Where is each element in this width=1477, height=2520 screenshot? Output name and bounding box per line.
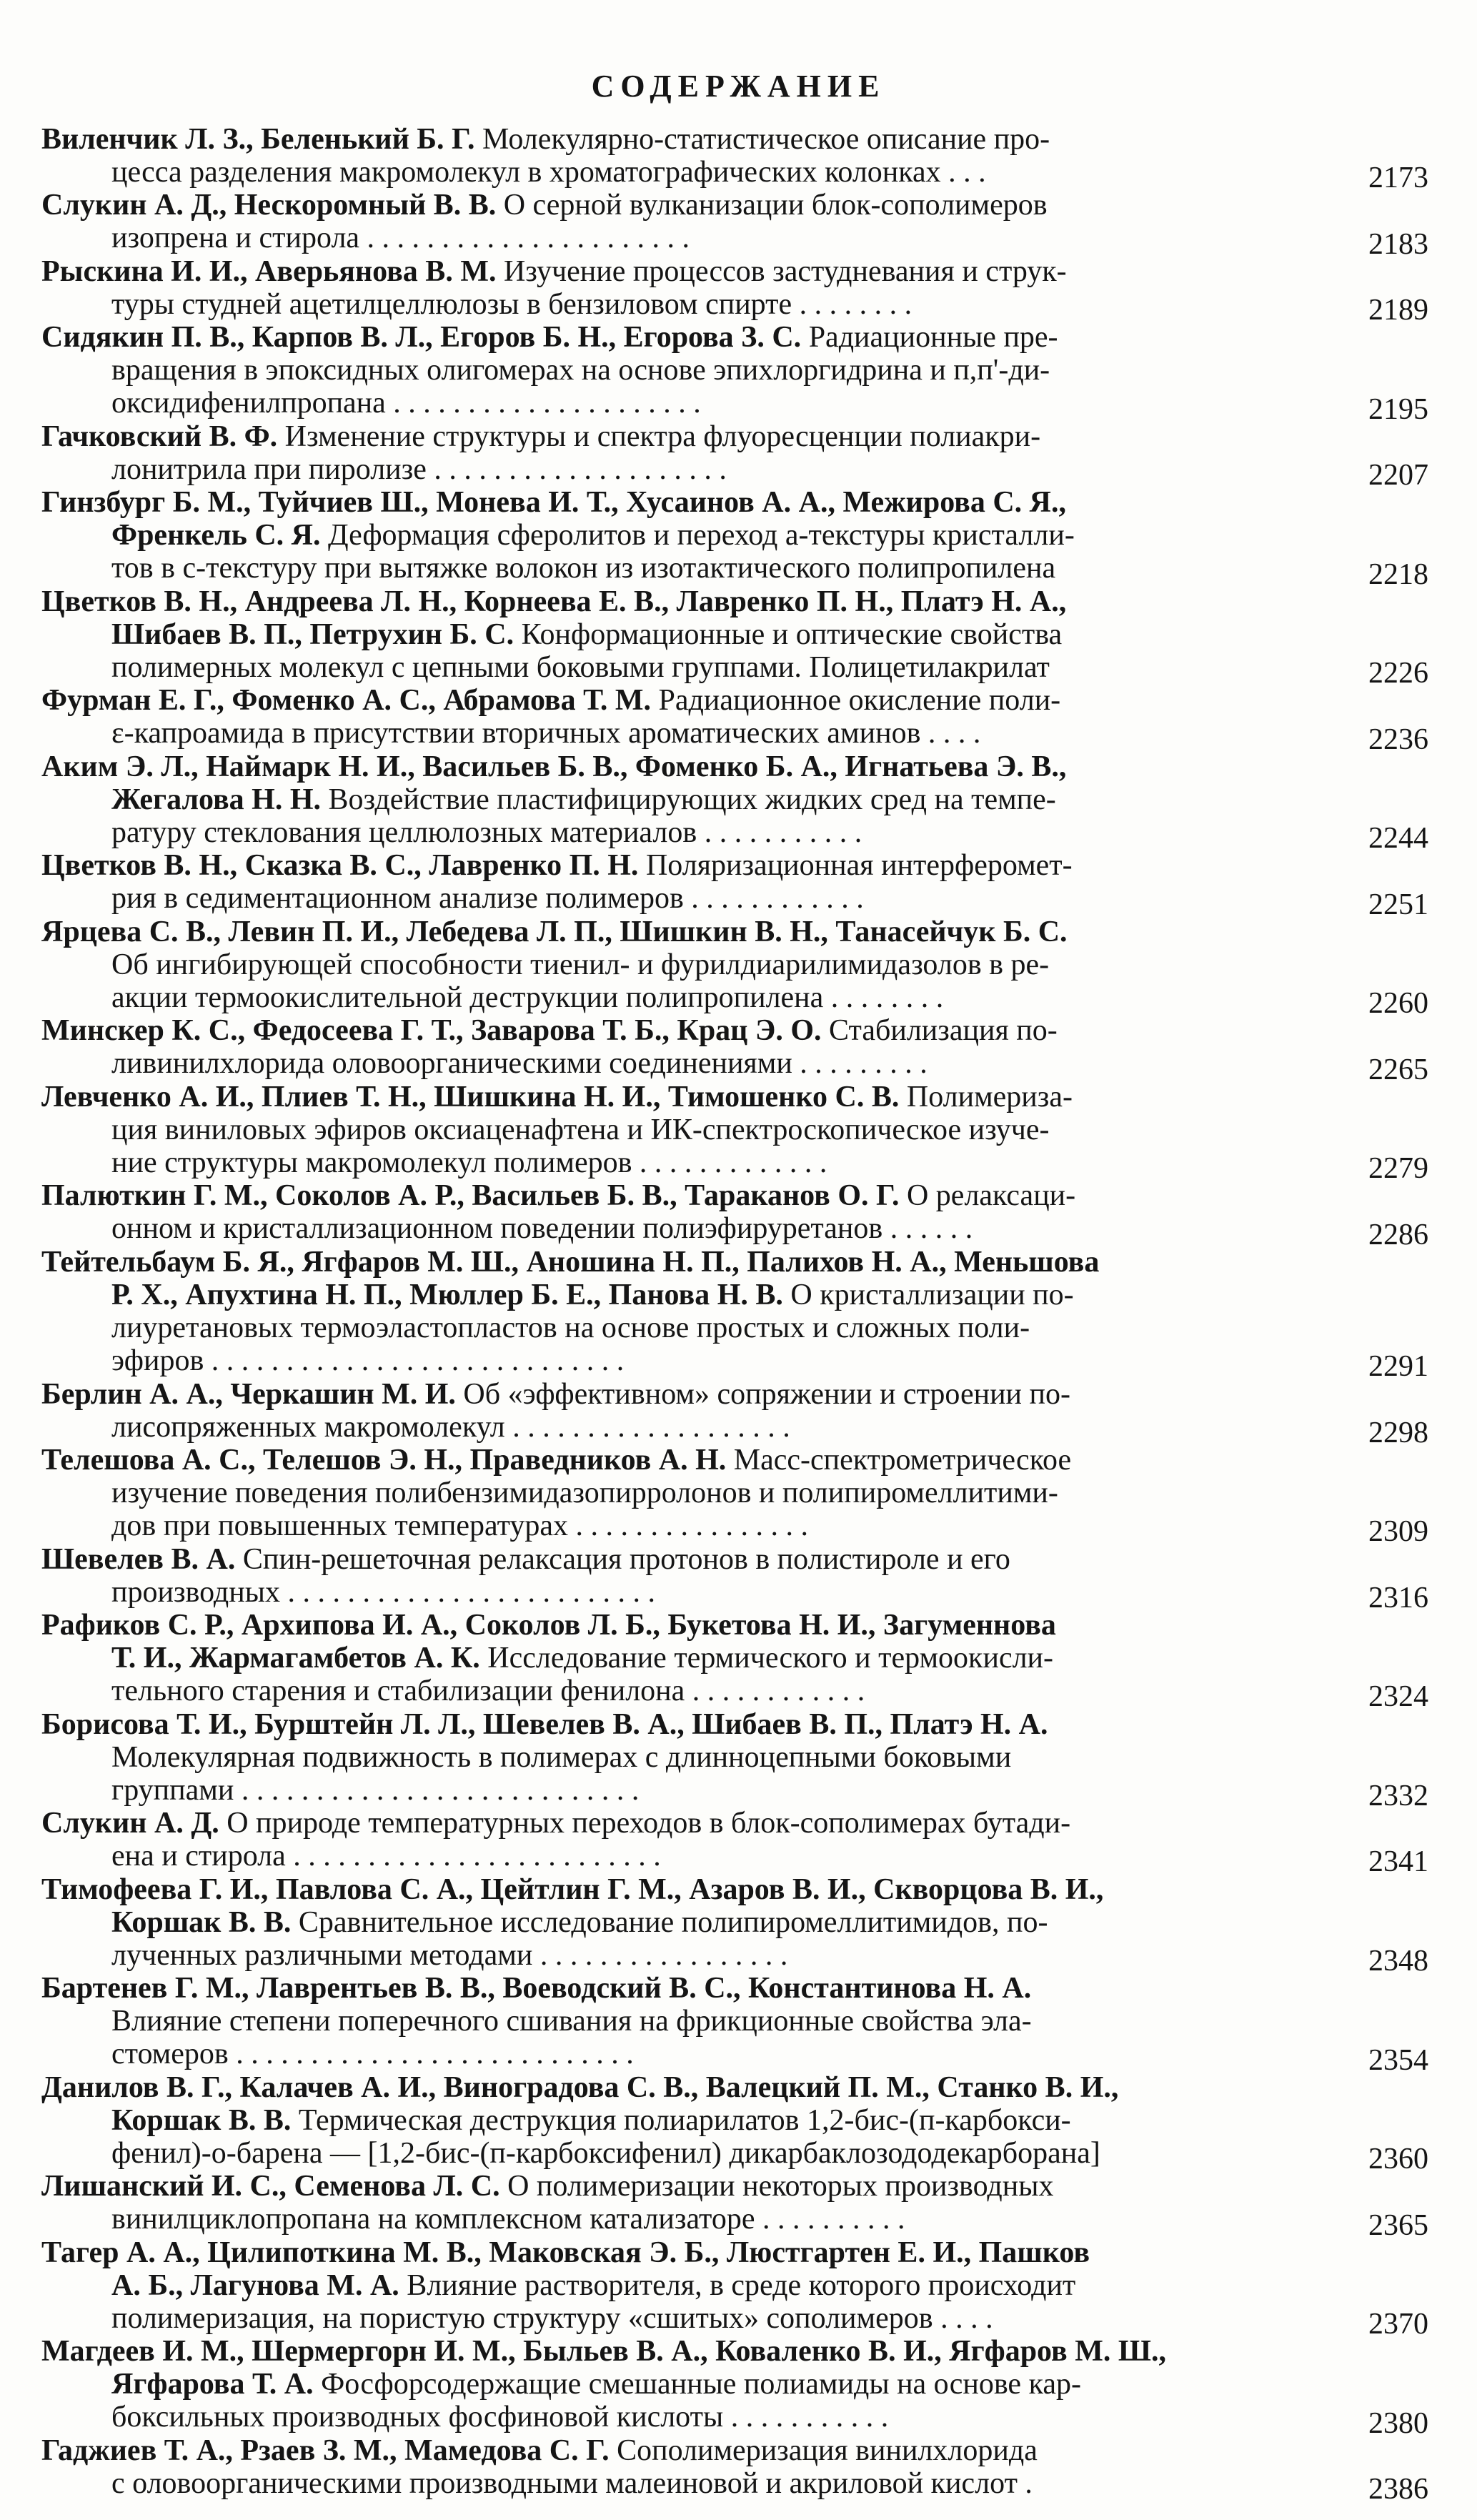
toc-entry-line [41, 2434, 1342, 2467]
toc-title-text: ние структуры макромолекул полимеров . . . . . . . . . . . . . [111, 1146, 827, 1179]
toc-entry [41, 1708, 1342, 1807]
toc-entry-line [41, 1444, 1342, 1477]
toc-entry-line [41, 1146, 1342, 1179]
toc-title-text: акции термоокислительной деструкции полипропилена . . . . . . . . [111, 981, 944, 1014]
toc-page-number: 2341 [1368, 1845, 1428, 1879]
toc-page-number: 2380 [1368, 2406, 1428, 2440]
toc-entry-line [41, 2236, 1342, 2269]
toc-entry-line [41, 948, 1342, 981]
toc-entry [41, 255, 1342, 321]
toc-authors: Фурман Е. Г., Фоменко А. С., Абрамова Т. М. [41, 684, 652, 718]
toc-title-text: Изучение процессов застудневания и струк- [496, 254, 1067, 288]
toc-entry-line [41, 1179, 1342, 1212]
toc-entry-line [41, 255, 1342, 288]
toc-entry [41, 1378, 1342, 1444]
toc-page-number: 2324 [1368, 1680, 1428, 1714]
toc-entry-line [41, 1113, 1342, 1146]
toc-title-text: оксидифенилпропана . . . . . . . . . . . . . . . . . . . . . [111, 387, 701, 420]
toc-authors: Френкель С. Я. [111, 519, 321, 552]
toc-page-number: 2360 [1368, 2143, 1428, 2176]
toc-entry-line [41, 453, 1342, 486]
toc-entry-line [41, 519, 1342, 552]
toc-title-text: Молекулярно-статистическое описание про- [474, 123, 1050, 156]
toc-entry-line [41, 1840, 1342, 1872]
toc-page-number: 2354 [1368, 2043, 1428, 2077]
toc-entry [41, 916, 1342, 1014]
toc-entry [41, 849, 1342, 915]
toc-entry-line [41, 288, 1342, 321]
toc-page-number: 2286 [1368, 1218, 1428, 1251]
toc-entry [41, 1081, 1342, 1179]
toc-page-number: 2279 [1368, 1152, 1428, 1186]
toc-authors: Телешова А. С., Телешов Э. Н., Праведников А. Н. [41, 1444, 727, 1477]
toc-title-text: Стабилизация по- [821, 1014, 1058, 1048]
toc-authors: Слукин А. Д., Нескоромный В. В. [41, 189, 497, 222]
toc-entry-line [41, 156, 1342, 189]
toc-title-text: стомеров . . . . . . . . . . . . . . . . . . . . . . . . . . . [111, 2038, 634, 2071]
toc-page-number: 2173 [1368, 162, 1428, 195]
toc-entry-line [41, 1279, 1342, 1311]
toc-entry [41, 2335, 1342, 2434]
toc-title-text: изопрена и стирола . . . . . . . . . . . . . . . . . . . . . . [111, 222, 690, 255]
toc-title-text: Исследование термического и термоокисли- [479, 1642, 1054, 1675]
toc-entry-line [41, 321, 1342, 354]
toc-entry-line [41, 1081, 1342, 1113]
toc-authors: Сидякин П. В., Карпов В. Л., Егоров Б. Н., Егорова З. С. [41, 321, 802, 354]
toc-entry-line [41, 1576, 1342, 1609]
toc-entry-line [41, 189, 1342, 222]
toc-entry-line [41, 882, 1342, 915]
toc-page-number: 2386 [1368, 2473, 1428, 2506]
toc-authors: Ярцева С. В., Левин П. И., Лебедева Л. П., Шишкин В. Н., Танасейчук Б. С. [41, 915, 1068, 948]
toc-entry-line [41, 1939, 1342, 1972]
toc-title-text: Радиационные пре- [801, 321, 1058, 354]
toc-title-text: цесса разделения макромолекул в хроматографических колонках . . . [111, 156, 986, 189]
toc-authors: Виленчик Л. З., Беленький Б. Г. [41, 123, 475, 156]
toc-page-number: 2265 [1368, 1053, 1428, 1086]
toc-title-text: ена и стирола . . . . . . . . . . . . . . . . . . . . . . . . . [111, 1840, 661, 1873]
toc-title-text: фенил)-о-барена — [1,2-бис-(п-карбоксифенил) дикарбаклозододекарборана] [111, 2136, 1100, 2170]
toc-title-text: рия в седиментационном анализе полимеров . . . . . . . . . . . . [111, 882, 864, 916]
toc-entry [41, 1609, 1342, 1707]
toc-entry-line [41, 1972, 1342, 2005]
toc-title-text: О полимеризации некоторых производных [499, 2170, 1054, 2203]
toc-entry-line [41, 2071, 1342, 2104]
toc-authors: Рафиков С. Р., Архипова И. А., Соколов Л. Б., Букетова Н. И., Загуменнова [41, 1609, 1056, 1642]
toc-title-text: Молекулярная подвижность в полимерах с длинноцепными боковыми [111, 1740, 1012, 1774]
toc-entry-line [41, 1774, 1342, 1807]
toc-authors: Коршак В. В. [111, 1905, 292, 1939]
toc-page-number: 2348 [1368, 1945, 1428, 1978]
toc-entry-line [41, 1344, 1342, 1377]
toc-entry-line [41, 2137, 1342, 2170]
toc-entry-line [41, 849, 1342, 882]
toc-entry-line [41, 2005, 1342, 2038]
toc-title-text: Воздействие пластифицирующих жидких сред на темпе- [321, 783, 1056, 816]
toc-entry-line [41, 222, 1342, 254]
toc-authors: Тагер А. А., Цилипоткина М. В., Маковская Э. Б., Люстгартен Е. И., Пашков [41, 2236, 1090, 2269]
toc-entry-line [41, 816, 1342, 849]
toc-authors: Коршак В. В. [111, 2103, 292, 2137]
toc-title-text: Поляризационная интерферомет- [638, 849, 1073, 883]
toc-entry [41, 1246, 1342, 1377]
toc-entry-line [41, 2302, 1342, 2335]
toc-entry [41, 189, 1342, 254]
toc-entry-line [41, 916, 1342, 948]
toc-page-number: 2218 [1368, 557, 1428, 591]
toc-entry-line [41, 783, 1342, 816]
toc-title-text: тов в с-текстуру при вытяжке волокон из изотактического полипропилена [111, 552, 1056, 585]
toc-entry-line [41, 1609, 1342, 1642]
toc-entry-line [41, 123, 1342, 156]
toc-page-number: 2332 [1368, 1780, 1428, 1812]
toc-title-text: Спин-решеточная релаксация протонов в полистироле и его [235, 1542, 1010, 1576]
toc-title-text: Масс-спектрометрическое [726, 1444, 1072, 1477]
toc-authors: Ягфарова Т. А. [111, 2368, 314, 2401]
toc-title-text: вращения в эпоксидных олигомерах на основе эпихлоргидрина и п,п'-ди- [111, 354, 1050, 387]
toc-entry-line [41, 1906, 1342, 1939]
toc-authors: Жегалова Н. Н. [111, 783, 322, 816]
toc-title-text: лученных различными методами . . . . . . . . . . . . . . . . . [111, 1938, 788, 1972]
toc-authors: Рыскина И. И., Аверьянова В. М. [41, 254, 497, 288]
toc-authors: Бартенев Г. М., Лаврентьев В. В., Воеводский В. С., Константинова Н. А. [41, 1972, 1032, 2005]
toc-page-number: 2244 [1368, 822, 1428, 855]
toc-entry-line [41, 2269, 1342, 2302]
toc-entry-line [41, 486, 1342, 519]
toc-title-text: Деформация сферолитов и переход а-текстуры кристалли- [320, 519, 1075, 552]
toc-entry-line [41, 981, 1342, 1014]
toc-entry-line [41, 354, 1342, 387]
toc-title-text: Влияние растворителя, в среде которого происходит [399, 2268, 1076, 2302]
toc-page-number: 2291 [1368, 1350, 1428, 1384]
toc-entry-line [41, 1873, 1342, 1906]
toc-title-text: Сравнительное исследование полипиромеллитимидов, по- [291, 1905, 1048, 1939]
toc-entry-line [41, 1246, 1342, 1279]
toc-authors: Данилов В. Г., Калачев А. И., Виноградова С. В., Валецкий П. М., Станко В. И., [41, 2070, 1119, 2104]
toc-title-text: изучение поведения полибензимидазопирролонов и полипиромеллитими- [111, 1477, 1058, 1509]
toc-page-number: 2365 [1368, 2208, 1428, 2242]
toc-entry-line [41, 2368, 1342, 2401]
toc-entry [41, 321, 1342, 420]
toc-entry [41, 684, 1342, 750]
toc-title-text: группами . . . . . . . . . . . . . . . . . . . . . . . . . . . [111, 1773, 640, 1807]
toc-entry [41, 1972, 1342, 2070]
toc-title-text: Об «эффективном» сопряжении и строении по- [455, 1377, 1070, 1411]
toc-entry-line [41, 1378, 1342, 1411]
toc-entry [41, 123, 1342, 189]
toc-entry [41, 2236, 1342, 2335]
toc-entry-line [41, 1509, 1342, 1542]
toc-page-number: 2226 [1368, 657, 1428, 690]
toc-entry-line [41, 684, 1342, 717]
toc-authors: Гинзбург Б. М., Туйчиев Ш., Монева И. Т., Хусаинов А. А., Межирова С. Я., [41, 486, 1067, 520]
toc-entry-line [41, 1807, 1342, 1840]
toc-entry [41, 750, 1342, 849]
toc-page-number: 2236 [1368, 723, 1428, 756]
toc-page-number: 2260 [1368, 987, 1428, 1021]
toc-authors: Борисова Т. И., Бурштейн Л. Л., Шевелев В. А., Шибаев В. П., Платэ Н. А. [41, 1707, 1048, 1741]
toc-authors: Лишанский И. С., Семенова Л. С. [41, 2170, 500, 2203]
toc-entry [41, 1444, 1342, 1542]
toc-title-text: винилциклопропана на комплексном катализаторе . . . . . . . . . . [111, 2203, 905, 2236]
toc-page-number: 2251 [1368, 888, 1428, 921]
toc-entry [41, 1807, 1342, 1872]
toc-entry-line [41, 2335, 1342, 2368]
toc-entry [41, 2170, 1342, 2236]
toc-entry-line [41, 387, 1342, 420]
toc-page-number: 2316 [1368, 1581, 1428, 1614]
page-title: СОДЕРЖАНИЕ [591, 69, 886, 104]
toc-title-text: Полимериза- [899, 1080, 1073, 1113]
toc-entry-line [41, 2401, 1342, 2434]
toc-entry-line [41, 651, 1342, 684]
toc-title-text: производных . . . . . . . . . . . . . . . . . . . . . . . . . [111, 1575, 655, 1609]
toc-page-number: 2370 [1368, 2308, 1428, 2341]
toc-title-text: Фосфорсодержащие смешанные полиамиды на основе кар- [313, 2368, 1081, 2401]
toc-entry [41, 1873, 1342, 1972]
toc-authors: Тимофеева Г. И., Павлова С. А., Цейтлин Г. М., Азаров В. И., Скворцова В. И., [41, 1872, 1104, 1906]
toc-authors: Палюткин Г. М., Соколов А. Р., Васильев Б. В., Тараканов О. Г. [41, 1179, 900, 1213]
toc-entry-line [41, 1212, 1342, 1245]
toc-title-text: Изменение структуры и спектра флуоресценции полиакри- [277, 420, 1041, 453]
toc-entry-line [41, 1708, 1342, 1741]
toc-page-number: 2183 [1368, 227, 1428, 261]
toc-authors: А. Б., Лагунова М. А. [111, 2268, 399, 2302]
toc-title-text: лонитрила при пиролизе . . . . . . . . . . . . . . . . . . . . [111, 452, 727, 486]
toc-entry-line [41, 618, 1342, 651]
toc-entry [41, 1543, 1342, 1609]
toc-entry-line [41, 585, 1342, 618]
toc-title-text: ε-капроамида в присутствии вторичных ароматических аминов . . . . [111, 717, 981, 750]
toc-title-text: Сополимеризация винилхлорида [609, 2434, 1038, 2467]
toc-title-text: О кристаллизации по- [782, 1278, 1074, 1311]
toc-entry-line [41, 2467, 1342, 2500]
toc-title-text: онном и кристаллизационном поведении полиэфируретанов . . . . . . [111, 1212, 973, 1246]
toc-entry [41, 420, 1342, 486]
toc-title-text: О серной вулканизации блок-сополимеров [496, 189, 1048, 222]
toc-title-text: Влияние степени поперечного сшивания на фрикционные свойства эла- [111, 2005, 1032, 2038]
toc-title-text: Конформационные и оптические свойства [514, 617, 1063, 651]
toc-entry-line [41, 1411, 1342, 1444]
toc-authors: Минскер К. С., Федосеева Г. Т., Заварова Т. Б., Крац Э. О. [41, 1014, 822, 1048]
toc-page-number: 2195 [1368, 392, 1428, 426]
toc-title-text: дов при повышенных температурах . . . . . . . . . . . . . . . . [111, 1509, 809, 1542]
toc-authors: Шевелев В. А. [41, 1542, 236, 1576]
toc-page-number: 2189 [1368, 294, 1428, 327]
toc-entry-line [41, 2104, 1342, 2137]
toc-entry-line [41, 1477, 1342, 1509]
toc-title-text: полимерных молекул с цепными боковыми группами. Полицетилакрилат [111, 650, 1050, 684]
toc-title-text: Об ингибирующей способности тиенил- и фурилдиарилимидазолов в ре- [111, 948, 1050, 981]
toc-entry-line [41, 420, 1342, 453]
toc-entry-line [41, 1047, 1342, 1080]
toc-entry-line [41, 1311, 1342, 1344]
toc-entry-line [41, 2170, 1342, 2203]
toc-authors: Цветков В. Н., Андреева Л. Н., Корнеева Е. В., Лавренко П. Н., Платэ Н. А., [41, 585, 1067, 618]
toc-title-text: ливинилхлорида оловоорганическими соединениями . . . . . . . . . [111, 1047, 928, 1081]
toc-authors: Р. Х., Апухтина Н. П., Мюллер Б. Е., Панова Н. В. [111, 1278, 783, 1311]
toc-title-text: тельного старения и стабилизации фенилона . . . . . . . . . . . . [111, 1675, 865, 1707]
toc-title-text: лиуретановых термоэластопластов на основе простых и сложных поли- [111, 1311, 1030, 1344]
toc-title-text: ция виниловых эфиров оксиаценафтена и ИК-спектроскопическое изуче- [111, 1113, 1050, 1146]
toc-title-text: ратуру стеклования целлюлозных материалов . . . . . . . . . . . [111, 815, 862, 849]
toc-title-text: Радиационное окисление поли- [651, 684, 1061, 718]
toc-authors: Левченко А. И., Плиев Т. Н., Шишкина Н. И., Тимошенко С. В. [41, 1080, 900, 1113]
toc-entry [41, 585, 1342, 684]
toc-authors: Аким Э. Л., Наймарк Н. И., Васильев Б. В., Фоменко Б. А., Игнатьева Э. В., [41, 750, 1067, 783]
toc-title-text: полимеризация, на пористую структуру «сшитых» сополимеров . . . . [111, 2301, 993, 2335]
toc-title-text: туры студней ацетилцеллюлозы в бензиловом спирте . . . . . . . . [111, 287, 912, 321]
toc-title-text: боксильных производных фосфиновой кислоты . . . . . . . . . . . [111, 2401, 889, 2434]
toc-entry-line [41, 1675, 1342, 1707]
toc-authors: Гачковский В. Ф. [41, 420, 278, 453]
toc-authors: Цветков В. Н., Сказка В. С., Лавренко П. Н. [41, 849, 639, 883]
toc-authors: Магдеев И. М., Шермергорн И. М., Быльев В. А., Коваленко В. И., Ягфаров М. Ш., [41, 2335, 1166, 2368]
toc-entry-line [41, 552, 1342, 585]
toc-page-number: 2309 [1368, 1515, 1428, 1549]
toc-entry-line [41, 2203, 1342, 2236]
toc-authors: Гаджиев Т. А., Рзаев З. М., Мамедова С. Г. [41, 2434, 610, 2467]
toc-title-text: Термическая деструкция полиарилатов 1,2-бис-(п-карбокси- [291, 2103, 1071, 2137]
toc-entry [41, 486, 1342, 585]
toc-authors: Т. И., Жармагамбетов А. К. [111, 1642, 480, 1675]
toc-authors: Слукин А. Д. [41, 1807, 219, 1840]
toc-page-number: 2207 [1368, 459, 1428, 492]
toc-entry-line [41, 1642, 1342, 1675]
toc-entry [41, 1179, 1342, 1245]
toc-page-number: 2298 [1368, 1416, 1428, 1449]
toc-title-text: эфиров . . . . . . . . . . . . . . . . . . . . . . . . . . . . [111, 1344, 625, 1377]
toc-authors: Берлин А. А., Черкашин М. И. [41, 1377, 456, 1411]
toc-entry-line [41, 750, 1342, 783]
toc-authors: Тейтельбаум Б. Я., Ягфаров М. Ш., Аношина Н. П., Палихов Н. А., Меньшова [41, 1245, 1100, 1279]
toc-entry [41, 1014, 1342, 1080]
toc-entry [41, 2071, 1342, 2170]
toc-entry-line [41, 717, 1342, 750]
toc-authors: Шибаев В. П., Петрухин Б. С. [111, 617, 514, 651]
toc-title-text: О релаксаци- [899, 1179, 1076, 1213]
toc-entry-line [41, 1741, 1342, 1774]
toc-title-text: с оловоорганическими производными малеиновой и акриловой кислот . [111, 2467, 1033, 2500]
toc-title-text: О природе температурных переходов в блок-сополимерах бутади- [219, 1807, 1071, 1840]
toc-entry [41, 2434, 1342, 2500]
toc-entry-line [41, 1014, 1342, 1047]
toc-entry-line [41, 1543, 1342, 1576]
toc-entry-line [41, 2038, 1342, 2070]
toc-title-text: лисопряженных макромолекул . . . . . . . . . . . . . . . . . . . [111, 1410, 790, 1444]
